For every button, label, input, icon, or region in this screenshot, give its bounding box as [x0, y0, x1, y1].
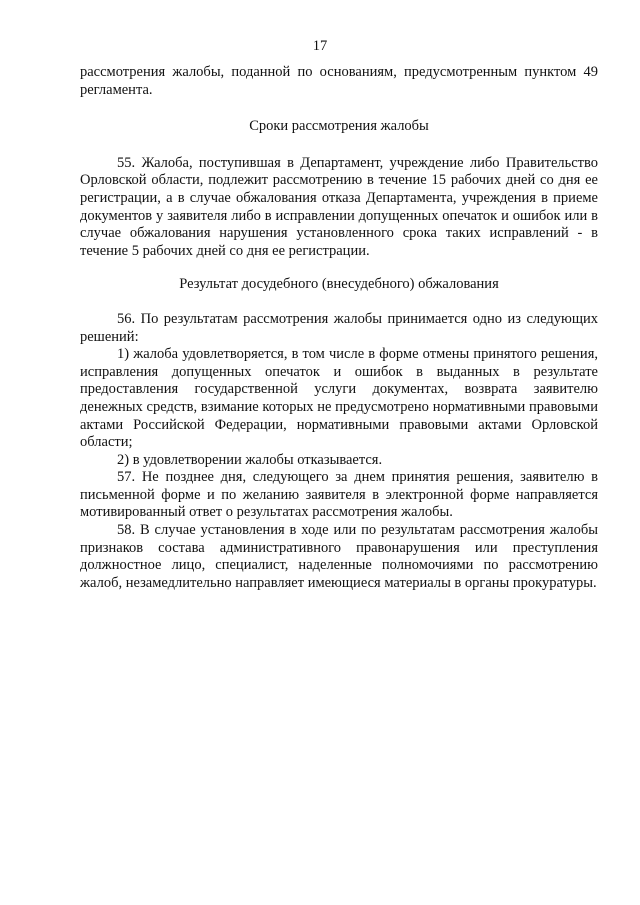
paragraph-58: 58. В случае установления в ходе или по результатам рассмотрения жалобы признаков состава административного правонарушения или преступления должностное лицо, специалист, наделенные полномочиями по рассмотрению жалоб, незамедлительно направляет имеющиеся материалы в органы прокуратуры.	[80, 522, 598, 591]
paragraph-57: 57. Не позднее дня, следующего за днем принятия решения, заявителю в письменной форме и по желанию заявителя в электронной форме направляется мотивированный ответ о результатах рассмотрения жалобы.	[80, 469, 598, 521]
page-number: 17	[312, 38, 328, 54]
section-heading-result: Результат досудебного (внесудебного) обжалования	[179, 276, 499, 293]
paragraph-56: 56. По результатам рассмотрения жалобы принимается одно из следующих решений:	[80, 310, 598, 345]
section-heading-terms: Сроки рассмотрения жалобы	[249, 118, 429, 135]
document-body	[80, 64, 598, 592]
paragraph-56-item-2: 2) в удовлетворении жалобы отказывается.	[117, 451, 383, 468]
paragraph-55: 55. Жалоба, поступившая в Департамент, учреждение либо Правительство Орловской области, подлежит рассмотрению в течение 15 рабочих дней со дня ее регистрации, а в случае обжалования отказа Департамента, учреждения в приеме документов у заявителя либо в исправлении допущенных опечаток и ошибок или в случае обжалования нарушения установленного срока таких исправлений - в течение 5 рабочих дней со дня ее регистрации.	[80, 154, 598, 259]
paragraph-56-item-1: 1) жалоба удовлетворяется, в том числе в форме отмены принятого решения, исправления допущенных опечаток и ошибок в выданных в результате предоставления государственной услуги документах, возврата заявителю денежных средств, взимание которых не предусмотрено нормативными правовыми актами Российской Федерации, нормативными правовыми актами Орловской области;	[80, 346, 598, 451]
intro-paragraph: рассмотрения жалобы, поданной по основаниям, предусмотренным пунктом 49 регламента.	[80, 64, 598, 98]
